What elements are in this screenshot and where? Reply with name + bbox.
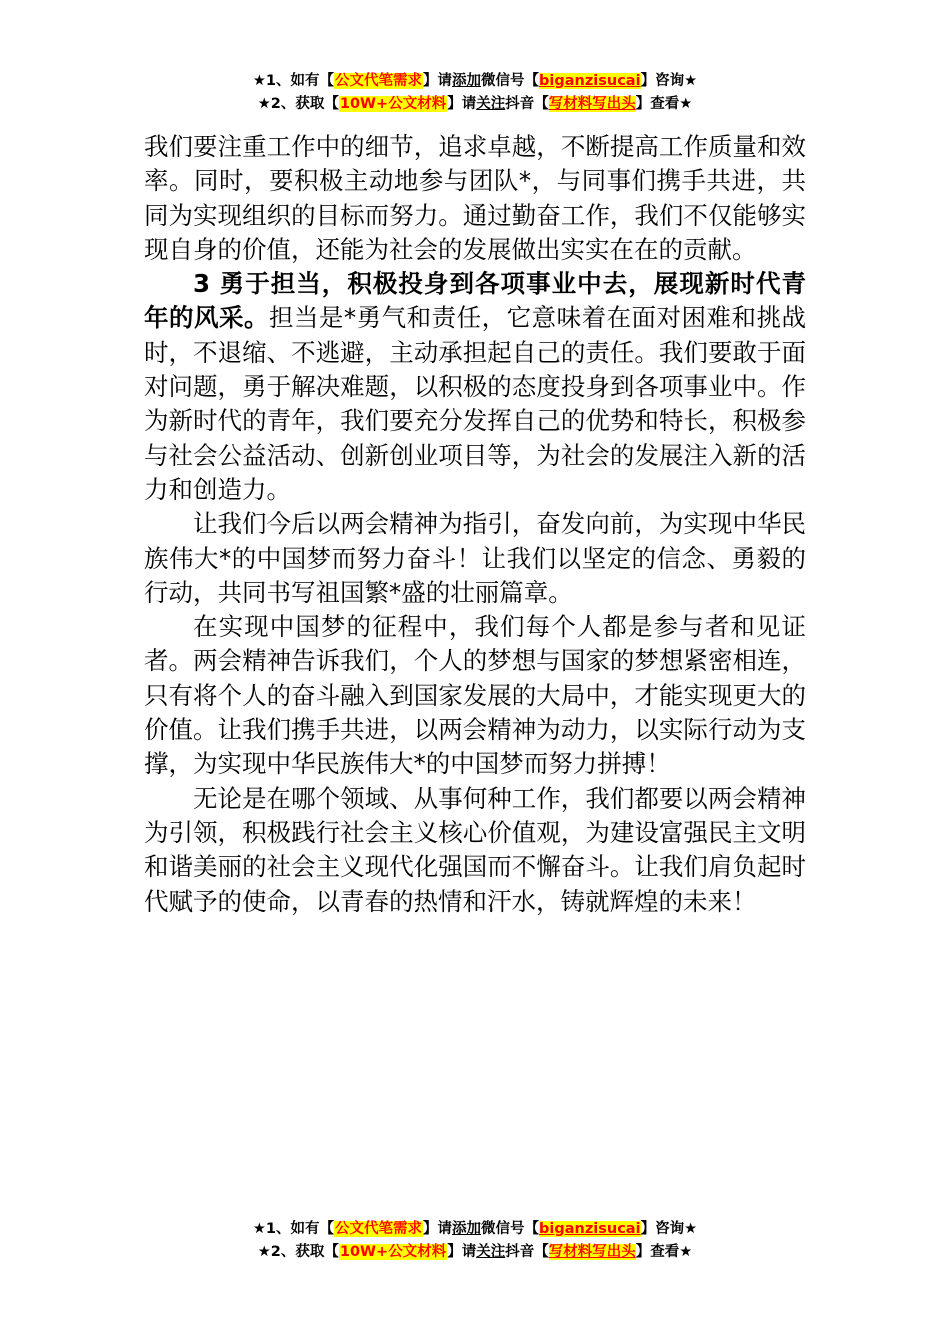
footer-line-1-mid2: 微信号【 bbox=[481, 1221, 540, 1237]
header-line-1-mid2: 微信号【 bbox=[481, 73, 540, 89]
header-highlight-materials: 10W+公文材料 bbox=[339, 96, 447, 112]
footer-douyin-account[interactable]: 写材料写出头 bbox=[548, 1244, 636, 1260]
footer-line-2-mid2: 抖音【 bbox=[505, 1244, 549, 1260]
footer-line-2-suffix: 】查看★ bbox=[635, 1244, 693, 1260]
section-heading-3: 3 勇于担当，积极投身到各项事业中去，展现新时代青年的风采。 bbox=[144, 269, 806, 333]
header-line-1-prefix: ★1、如有【 bbox=[252, 73, 335, 89]
header-line-2-prefix: ★2、获取【 bbox=[257, 96, 339, 112]
header-line-2-suffix: 】查看★ bbox=[635, 96, 693, 112]
paragraph-1: 我们要注重工作中的细节，追求卓越，不断提高工作质量和效率。同时，要积极主动地参与团队*，与同事们携手共进，共同为实现组织的目标而努力。通过勤奋工作，我们不仅能够实现自身的价值，还能为社会的发展做出实实在在的贡献。 bbox=[144, 132, 806, 264]
footer-line-1 bbox=[0, 1218, 950, 1241]
header-douyin-account[interactable]: 写材料写出头 bbox=[548, 96, 636, 112]
footer-underline-follow: 关注 bbox=[476, 1244, 506, 1260]
document-body bbox=[144, 130, 806, 919]
footer-banner bbox=[0, 1218, 950, 1264]
footer-line-1-mid: 】请 bbox=[423, 1221, 453, 1237]
footer-highlight-materials: 10W+公文材料 bbox=[339, 1244, 447, 1260]
header-line-2-mid2: 抖音【 bbox=[505, 96, 549, 112]
header-line-1-mid: 】请 bbox=[423, 73, 453, 89]
footer-line-2-mid: 】请 bbox=[447, 1244, 477, 1260]
paragraph-4: 在实现中国梦的征程中，我们每个人都是参与者和见证者。两会精神告诉我们，个人的梦想与国家的梦想紧密相连，只有将个人的奋斗融入到国家发展的大局中，才能实现更大的价值。让我们携手共进，以两会精神为动力，以实际行动为支撑，为实现中华民族伟大*的中国梦而努力拼搏！ bbox=[144, 612, 806, 779]
header-highlight-service: 公文代笔需求 bbox=[335, 73, 423, 89]
paragraph-5: 无论是在哪个领域、从事何种工作，我们都要以两会精神为引领，积极践行社会主义核心价值观，为建设富强民主文明和谐美丽的社会主义现代化强国而不懈奋斗。让我们肩负起时代赋予的使命，以青春的热情和汗水，铸就辉煌的未来！ bbox=[144, 783, 806, 916]
footer-line-1-suffix: 】咨询★ bbox=[640, 1221, 698, 1237]
footer-line-1-prefix: ★1、如有【 bbox=[252, 1221, 335, 1237]
footer-line-2 bbox=[0, 1241, 950, 1264]
footer-underline-add: 添加 bbox=[452, 1221, 482, 1237]
footer-wechat-id[interactable]: biganzisucai bbox=[539, 1221, 641, 1237]
header-line-2-mid: 】请 bbox=[447, 96, 477, 112]
header-line-1-suffix: 】咨询★ bbox=[640, 73, 698, 89]
header-underline-follow: 关注 bbox=[476, 96, 506, 112]
paragraph-2-text: 担当是*勇气和责任，它意味着在面对困难和挑战时，不退缩、不逃避，主动承担起自己的责任。我们要敢于面对问题，勇于解决难题，以积极的态度投身到各项事业中。作为新时代的青年，我们要充分发挥自己的优势和特长，积极参与社会公益活动、创新创业项目等，为社会的发展注入新的活力和创造力。 bbox=[144, 303, 806, 504]
header-wechat-id[interactable]: biganzisucai bbox=[539, 73, 641, 89]
header-line-1 bbox=[0, 70, 950, 93]
footer-line-2-prefix: ★2、获取【 bbox=[257, 1244, 339, 1260]
paragraph-2 bbox=[144, 267, 806, 507]
header-banner bbox=[0, 70, 950, 116]
footer-highlight-service: 公文代笔需求 bbox=[335, 1221, 423, 1237]
header-underline-add: 添加 bbox=[452, 73, 482, 89]
header-line-2 bbox=[0, 93, 950, 116]
paragraph-3: 让我们今后以两会精神为指引，奋发向前，为实现中华民族伟大*的中国梦而努力奋斗！让我们以坚定的信念、勇毅的行动，共同书写祖国繁*盛的壮丽篇章。 bbox=[144, 509, 806, 607]
